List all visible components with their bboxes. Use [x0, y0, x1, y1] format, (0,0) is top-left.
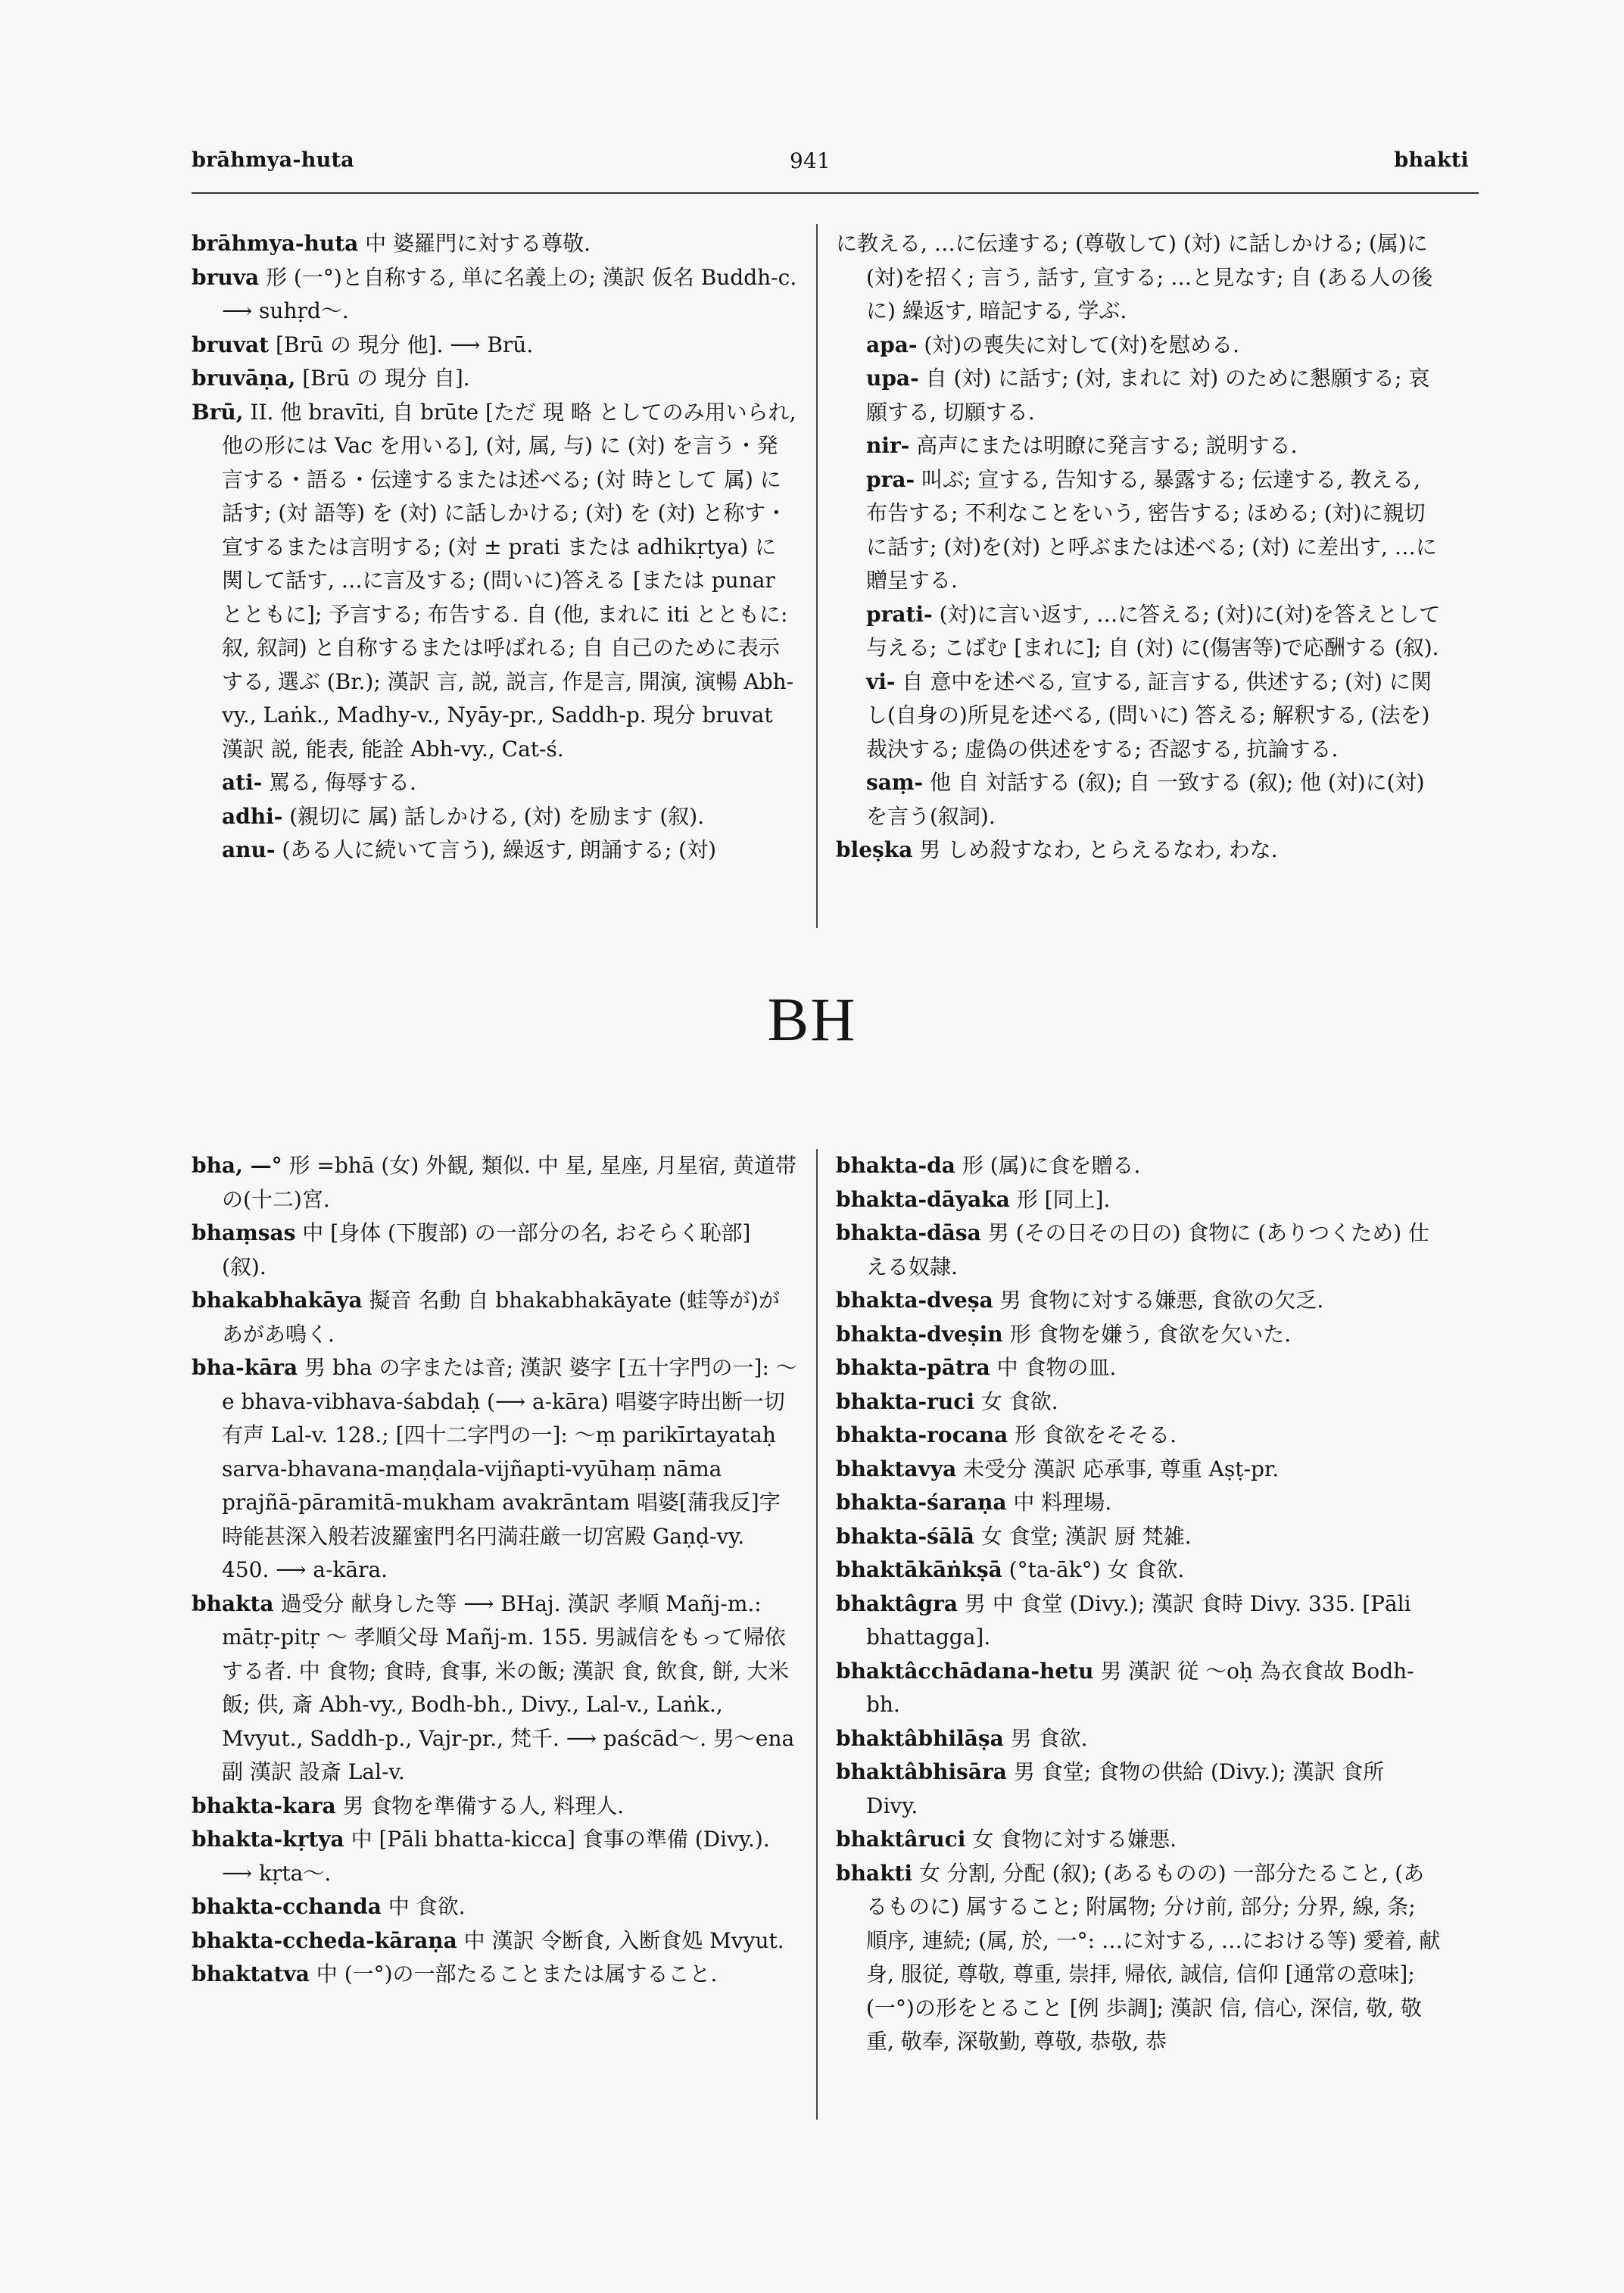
dictionary-entry — [836, 1318, 1442, 1352]
entry-definition: 男 食欲. — [1003, 1725, 1088, 1751]
dictionary-entry — [836, 1149, 1442, 1183]
entry-definition: 未受分 漢訳 応承事, 尊重 Aṣṭ-pr. — [956, 1456, 1280, 1481]
dictionary-entry — [192, 800, 797, 834]
entry-definition: 女 分割, 分配 (叙); (あるものの) 一部分たること, (あるものに) 属すること; 附属物; 分け前, 部分; 分界, 線, 条; 順序, 連続; (属, 於, 一°: …に対する, …における等) 愛着, 献身, 服従, 尊敬, 尊重, 崇拝, 帰依, 誠信, 信仰 [通常の意味]; (一°)の形をとること [例 歩調]; 漢訳 信, 信心, 深信, 敬, 敬重, 敬奉, 深敬勤, 尊敬, 恭敬, 恭 — [866, 1860, 1441, 2054]
entry-definition: 過受分 献身した等 ⟶ BHaj. 漢訳 孝順 Mañj-m.: mātṛ-pitṛ ～ 孝順父母 Mañj-m. 155. 男誠信をもって帰依する者. 中 食物; 食時, 食事, 米の飯; 漢訳 食, 飲食, 餅, 大米飯; 供, 斎 Abh-vy., Bodh-bh., Divy., Lal-v., Laṅk., Mvyut., Saddh-p., Vajr-pr., 梵千. ⟶ paścād～. 男～ena 副 漢訳 設斎 Lal-v. — [222, 1590, 795, 1784]
dictionary-entry — [836, 1520, 1442, 1554]
entry-definition: 高声にまたは明瞭に発言する; 説明する. — [909, 433, 1298, 458]
dictionary-entry — [836, 766, 1442, 833]
dictionary-entry — [192, 833, 797, 868]
entry-headword: bhakta — [192, 1590, 274, 1616]
dictionary-entry — [192, 227, 797, 261]
dictionary-entry — [836, 429, 1442, 463]
dictionary-entry — [836, 1217, 1442, 1284]
entry-headword: upa- — [866, 366, 919, 391]
entry-headword: bhaktâgra — [836, 1590, 959, 1616]
entry-definition: [Brū の 現分 他]. ⟶ Brū. — [269, 332, 534, 357]
running-head-right: bhakti — [1394, 148, 1469, 172]
dictionary-entry — [192, 1890, 797, 1924]
column-bottom-left — [192, 1149, 797, 1992]
column-divider-bottom — [816, 1149, 818, 2120]
entry-headword: bruvat — [192, 332, 270, 357]
entry-headword: brāhmya-huta — [192, 231, 359, 256]
entry-definition: (ある人に続いて言う), 繰返す, 朗誦する; (対) — [275, 837, 717, 862]
dictionary-entry — [192, 1351, 797, 1587]
entry-headword: bhakta-śaraṇa — [836, 1490, 1007, 1515]
entry-headword: bhakta-cchanda — [192, 1894, 382, 1919]
dictionary-entry — [836, 1183, 1442, 1217]
dictionary-entry — [836, 1453, 1442, 1487]
entry-definition: 擬音 名動 自 bhakabhakāyate (蛙等が)があがあ鳴く. — [222, 1288, 780, 1347]
dictionary-entry — [836, 1756, 1442, 1823]
page-number: 941 — [790, 148, 831, 173]
dictionary-entry — [836, 598, 1442, 665]
entry-headword: bhakabhakāya — [192, 1288, 363, 1313]
entry-headword: bhakta-ruci — [836, 1388, 974, 1414]
entry-definition: 男 (その日その日の) 食物に (ありつくため) 仕える奴隷. — [866, 1220, 1430, 1279]
entry-headword: bruvāṇa, — [192, 366, 296, 391]
entry-headword: adhi- — [222, 803, 283, 829]
entry-definition: に教える, …に伝達する; (尊敬して) (対) に話しかける; (属)に(対)を招く; 言う, 話す, 宣する; …と見なす; 自 (ある人の後に) 繰返す, 暗記する, 学ぶ. — [836, 231, 1433, 323]
dictionary-entry — [192, 1587, 797, 1790]
column-top-right — [836, 227, 1442, 868]
entry-definition: 罵る, 侮辱する. — [262, 770, 416, 795]
entry-definition: 男 中 食堂 (Divy.); 漢訳 食時 Divy. 335. [Pāli bhattagga]. — [866, 1590, 1411, 1650]
entry-definition: 男 食物に対する嫌悪, 食欲の欠乏. — [993, 1288, 1324, 1313]
entry-headword: bhakta-ccheda-kāraṇa — [192, 1927, 457, 1953]
section-title: BH — [767, 985, 857, 1054]
entry-definition: 中 [Pāli bhatta-kicca] 食事の準備 (Divy.). ⟶ kṛta～. — [222, 1827, 770, 1886]
dictionary-entry — [192, 1790, 797, 1824]
dictionary-entry — [192, 766, 797, 800]
dictionary-entry — [836, 1419, 1442, 1453]
dictionary-entry — [836, 1722, 1442, 1756]
dictionary-entry — [192, 1217, 797, 1284]
entry-definition: 形 (属)に食を贈る. — [955, 1153, 1141, 1178]
entry-headword: bleṣka — [836, 837, 913, 862]
entry-definition: 中 食物の皿. — [990, 1355, 1117, 1380]
column-bottom-right — [836, 1149, 1442, 2059]
dictionary-entry — [192, 362, 797, 396]
entry-definition: 中 婆羅門に対する尊敬. — [358, 231, 591, 256]
entry-definition: 自 意中を述べる, 宣する, 証言する, 供述する; (対) に関し(自身の)所見を述べる, (問いに) 答える; 解釈する, (法を) 裁決する; 虚偽の供述をする; 否認する, 抗論する. — [866, 668, 1432, 762]
dictionary-entry — [836, 1655, 1442, 1722]
entry-definition: (対)に言い返す, …に答える; (対)に(対)を答えとして与える; こばむ [まれに]; 自 (対) に(傷害等)で応酬する (叙). — [866, 601, 1441, 660]
entry-definition: 男 食堂; 食物の供給 (Divy.); 漢訳 食所 Divy. — [866, 1759, 1385, 1818]
entry-definition: 女 食堂; 漢訳 厨 梵雑. — [974, 1523, 1192, 1549]
dictionary-entry — [192, 1149, 797, 1217]
entry-headword: Brū, — [192, 399, 244, 425]
entry-headword: bhakta-kara — [192, 1793, 336, 1818]
entry-headword: nir- — [866, 433, 910, 458]
entry-headword: bhakti — [836, 1860, 913, 1886]
dictionary-entry — [836, 227, 1442, 329]
dictionary-entry — [192, 1958, 797, 1992]
entry-definition: 男 漢訳 従 ～oḥ 為衣食故 Bodh-bh. — [866, 1658, 1414, 1717]
column-top-left — [192, 227, 797, 868]
entry-definition: 女 食物に対する嫌悪. — [965, 1827, 1177, 1852]
entry-headword: bhaktâbhilāṣa — [836, 1725, 1004, 1751]
entry-definition: 自 (対) に話す; (対, まれに 対) のために懇願する; 哀願する, 切願する. — [866, 366, 1430, 425]
entry-definition: 形 =bhā (女) 外観, 類似. 中 星, 星座, 月星宿, 黄道帯の(十二)宮. — [222, 1153, 797, 1212]
entry-definition: II. 他 bravīti, 自 brūte [ただ 現 略 としてのみ用いられ, 他の形には Vac を用いる], (対, 属, 与) に (対) を言う・発言する・語る・伝達するまたは述べる; (対 時として 属) に話す; (対 語等) を (対) に話しかける; (対) を (対) と称す・宣するまたは言明する; (対 ± prati または adhikṛtya) に関して話す, …に言及する; (問いに)答える [または punar とともに]; 予言する; 布告する. 自 (他, まれに iti とともに: 叙, 叙詞) と自称するまたは呼ばれる; 自 自己のために表示する, 選ぶ (Br.); 漢訳 言, 説, 説言, 作是言, 開演, 演暢 Abh-vy., Laṅk., Madhy-v., Nyāy-pr., Saddh-p. 現分 bruvat 漢訳 説, 能表, 能詮 Abh-vy., Cat-ś. — [222, 399, 796, 762]
entry-headword: bhakta-dveṣa — [836, 1288, 993, 1313]
entry-headword: bhakta-rocana — [836, 1422, 1008, 1447]
column-divider-top — [816, 224, 818, 928]
dictionary-entry — [836, 362, 1442, 429]
entry-definition: 中 食欲. — [381, 1894, 466, 1919]
dictionary-entry — [836, 1553, 1442, 1587]
entry-headword: bhakta-dāyaka — [836, 1186, 1010, 1212]
entry-definition: (°ta-āk°) 女 食欲. — [1002, 1557, 1185, 1582]
dictionary-entry — [836, 665, 1442, 767]
entry-headword: apa- — [866, 332, 918, 357]
dictionary-entry — [836, 1587, 1442, 1655]
entry-headword: bhakta-kṛtya — [192, 1827, 344, 1852]
entry-definition: (親切に 属) 話しかける, (対) を励ます (叙). — [282, 803, 705, 829]
dictionary-entry — [192, 1924, 797, 1958]
entry-headword: bhaktatva — [192, 1961, 310, 1986]
entry-headword: prati- — [866, 601, 933, 627]
entry-definition: 中 (一°)の一部たることまたは属すること. — [309, 1961, 718, 1986]
dictionary-entry — [836, 1823, 1442, 1857]
dictionary-entry — [192, 1823, 797, 1890]
entry-definition: [Brū の 現分 自]. — [295, 366, 470, 391]
entry-headword: bhakta-pātra — [836, 1355, 990, 1380]
header-rule — [192, 192, 1479, 194]
dictionary-entry — [836, 1385, 1442, 1419]
entry-headword: ati- — [222, 770, 263, 795]
dictionary-entry — [836, 463, 1442, 598]
dictionary-entry — [836, 1857, 1442, 2059]
entry-definition: 形 食物を嫌う, 食欲を欠いた. — [1002, 1321, 1292, 1347]
dictionary-entry — [836, 1486, 1442, 1520]
entry-definition: 男 食物を準備する人, 料理人. — [335, 1793, 625, 1818]
dictionary-entry — [836, 1284, 1442, 1318]
running-head-left: brāhmya-huta — [192, 148, 354, 172]
entry-headword: pra- — [866, 466, 915, 492]
entry-headword: bhaṃsas — [192, 1220, 296, 1245]
entry-headword: bhakta-dveṣin — [836, 1321, 1003, 1347]
entry-headword: bhaktâruci — [836, 1827, 966, 1852]
entry-definition: 形 食欲をそそる. — [1008, 1422, 1177, 1447]
entry-headword: bhakta-dāsa — [836, 1220, 981, 1245]
entry-headword: bhaktâcchādana-hetu — [836, 1658, 1094, 1684]
entry-headword: saṃ- — [866, 770, 924, 795]
entry-headword: bhaktākāṅkṣā — [836, 1557, 1002, 1582]
entry-headword: bhakta-śālā — [836, 1523, 974, 1549]
entry-definition: 中 [身体 (下腹部) の一部分の名, おそらく恥部] (叙). — [222, 1220, 751, 1279]
dictionary-entry — [836, 329, 1442, 363]
entry-definition: 男 しめ殺すなわ, とらえるなわ, わな. — [912, 837, 1278, 862]
entry-definition: 男 bha の字または音; 漢訳 婆字 [五十字門の一]: ～e bhava-vibhava-śabdaḥ (⟶ a-kāra) 唱婆字時出断一切有声 Lal-v. 128.; [四十二字門の一]: ～ṃ parikīrtayataḥ sarva-bhavana-maṇḍala-vijñapti-vyūhaṃ nāma prajñā-pāramitā-mukham avakrāntam 唱婆[蒲我反]字時能甚深入般若波羅蜜門名円満荘厳一切宮殿 Gaṇḍ-vy. 450. ⟶ a-kāra. — [222, 1355, 797, 1582]
entry-headword: vi- — [866, 668, 896, 694]
entry-definition: 叫ぶ; 宣する, 告知する, 暴露する; 伝達する, 教える, 布告する; 不利なことをいう, 密告する; ほめる; (対)に親切に話す; (対)を(対) と呼ぶまたは述べる; (対) に差出す, …に贈呈する. — [866, 466, 1437, 593]
dictionary-entry — [192, 261, 797, 329]
entry-headword: anu- — [222, 837, 276, 862]
entry-definition: 中 料理場. — [1006, 1490, 1112, 1515]
entry-headword: bhaktavya — [836, 1456, 957, 1481]
entry-headword: bhakta-da — [836, 1153, 955, 1178]
entry-headword: bha-kāra — [192, 1355, 298, 1380]
entry-headword: bha, —° — [192, 1153, 282, 1178]
entry-definition: 他 自 対話する (叙); 自 一致する (叙); 他 (対)に(対)を言う(叙詞). — [866, 770, 1425, 829]
entry-headword: bhaktâbhisāra — [836, 1759, 1007, 1784]
entry-definition: (対)の喪失に対して(対)を慰める. — [917, 332, 1239, 357]
dictionary-entry — [836, 1351, 1442, 1385]
entry-definition: 中 漢訳 令断食, 入断食処 Mvyut. — [457, 1927, 784, 1953]
entry-headword: bruva — [192, 264, 260, 290]
entry-definition: 形 (一°)と自称する, 単に名義上の; 漢訳 仮名 Buddh-c. ⟶ suhṛd～. — [222, 264, 797, 323]
dictionary-entry — [192, 329, 797, 363]
dictionary-entry — [836, 833, 1442, 868]
dictionary-entry — [192, 1284, 797, 1351]
entry-definition: 形 [同上]. — [1009, 1186, 1111, 1212]
entry-definition: 女 食欲. — [974, 1388, 1058, 1414]
dictionary-entry — [192, 396, 797, 767]
